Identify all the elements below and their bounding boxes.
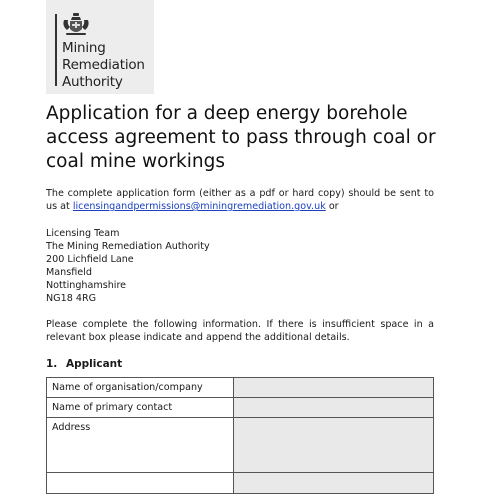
table-row xyxy=(47,473,434,494)
document-title xyxy=(46,102,446,174)
applicant-table xyxy=(46,377,434,494)
intro-trailing: or xyxy=(328,201,339,212)
logo-line: Authority xyxy=(62,74,123,90)
field-label xyxy=(47,473,234,494)
address-line: Nottinghamshire xyxy=(46,280,127,291)
section-heading xyxy=(46,358,122,370)
organisation-field[interactable] xyxy=(234,378,434,398)
table-row xyxy=(47,378,434,398)
title-line: Application for a deep energy borehole xyxy=(46,103,408,124)
intro-text: The complete application form (either as a pdf or hard copy) should be sent to us at xyxy=(46,188,434,212)
postal-address xyxy=(46,227,210,305)
logo-divider xyxy=(55,14,57,86)
field-label: Address xyxy=(47,418,234,473)
address-line: Licensing Team xyxy=(46,228,120,239)
address-line: 200 Lichfield Lane xyxy=(46,254,134,265)
instructions-paragraph: Please complete the following information. If there is insufficient space in a relevant box please indicate and append the additional details. xyxy=(46,319,434,343)
intro-paragraph xyxy=(46,187,434,213)
logo-line: Mining xyxy=(62,40,106,56)
address-line: Mansfield xyxy=(46,267,92,278)
address-field[interactable] xyxy=(234,418,434,473)
table-row xyxy=(47,398,434,418)
logo-wordmark xyxy=(62,40,145,91)
address-line: The Mining Remediation Authority xyxy=(46,241,210,252)
email-link[interactable]: licensingandpermissions@miningremediation.gov.uk xyxy=(72,201,326,212)
next-field[interactable] xyxy=(234,473,434,494)
section-number: 1. xyxy=(46,358,58,370)
title-line: coal mine workings xyxy=(46,151,226,172)
royal-crest-icon xyxy=(61,12,91,38)
address-line: NG18 4RG xyxy=(46,293,97,304)
table-row xyxy=(47,418,434,473)
field-label: Name of primary contact xyxy=(47,398,234,418)
section-title: Applicant xyxy=(66,358,123,370)
primary-contact-field[interactable] xyxy=(234,398,434,418)
field-label: Name of organisation/company xyxy=(47,378,234,398)
title-line: access agreement to pass through coal or xyxy=(46,127,436,148)
logo-line: Remediation xyxy=(62,57,145,73)
